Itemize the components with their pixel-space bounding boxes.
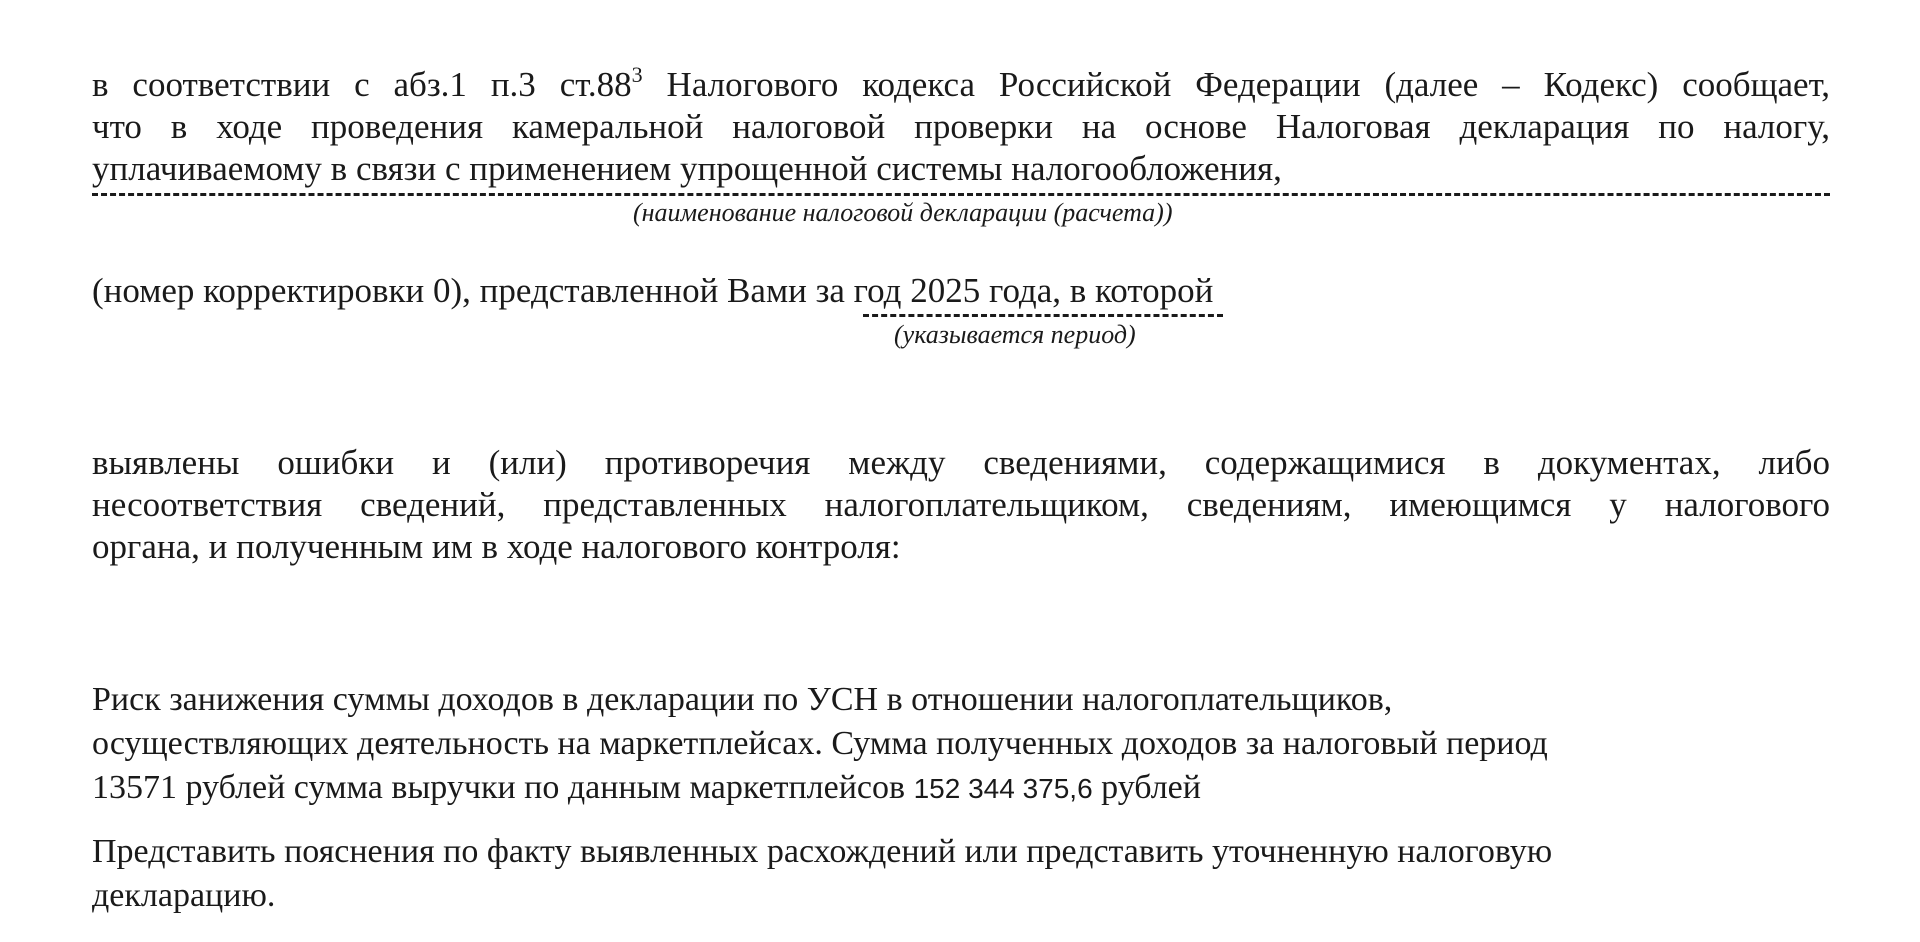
article-superscript: 3 [631,62,643,87]
declaration-underline [92,193,1830,196]
errors-line-1: выявлены ошибки и (или) противоречия между сведениями, содержащимися в документах, либо [92,443,1830,482]
currency-text: рублей [1092,769,1201,806]
declaration-caption: (наименование налоговой декларации (расчета)) [633,198,1173,227]
intro-line-2: что в ходе проведения камеральной налоговой проверки на основе Налоговая декларация по налогу, [92,107,1830,146]
income-text: 13571 рублей сумма выручки по данным маркетплейсов [92,769,914,806]
errors-line-3: органа, и полученным им в ходе налогового контроля: [92,527,901,566]
intro-paragraph [92,64,1830,190]
errors-paragraph [92,442,1830,568]
intro-line-1 [92,64,1830,106]
request-line-1: Представить пояснения по факту выявленных расхождений или представить уточненную налоговую [92,833,1553,870]
intro-line-3: уплачиваемому в связи с применением упрощенной системы налогообложения, [92,149,1282,188]
intro-line-1-start: в соответствии с абз.1 п.3 ст.88 [92,65,632,104]
risk-line-3 [92,766,1201,811]
risk-line-2: осуществляющих деятельность на маркетплейсах. Сумма полученных доходов за налоговый период [92,725,1548,762]
marketplace-revenue-value: 152 344 375,6 [913,773,1093,804]
risk-line-1: Риск занижения суммы доходов в декларации по УСН в отношении налогоплательщиков, [92,681,1393,718]
period-underline [863,314,1223,317]
period-caption: (указывается период) [894,320,1136,349]
request-line-2: декларацию. [92,877,276,914]
correction-line: (номер корректировки 0), представленной Вами за год 2025 года, в которой [92,271,1214,310]
intro-line-1-end: Налогового кодекса Российской Федерации (далее – Кодекс) сообщает, [642,65,1831,104]
errors-line-2: несоответствия сведений, представленных налогоплательщиком, сведениям, имеющимся у налогового [92,485,1830,524]
